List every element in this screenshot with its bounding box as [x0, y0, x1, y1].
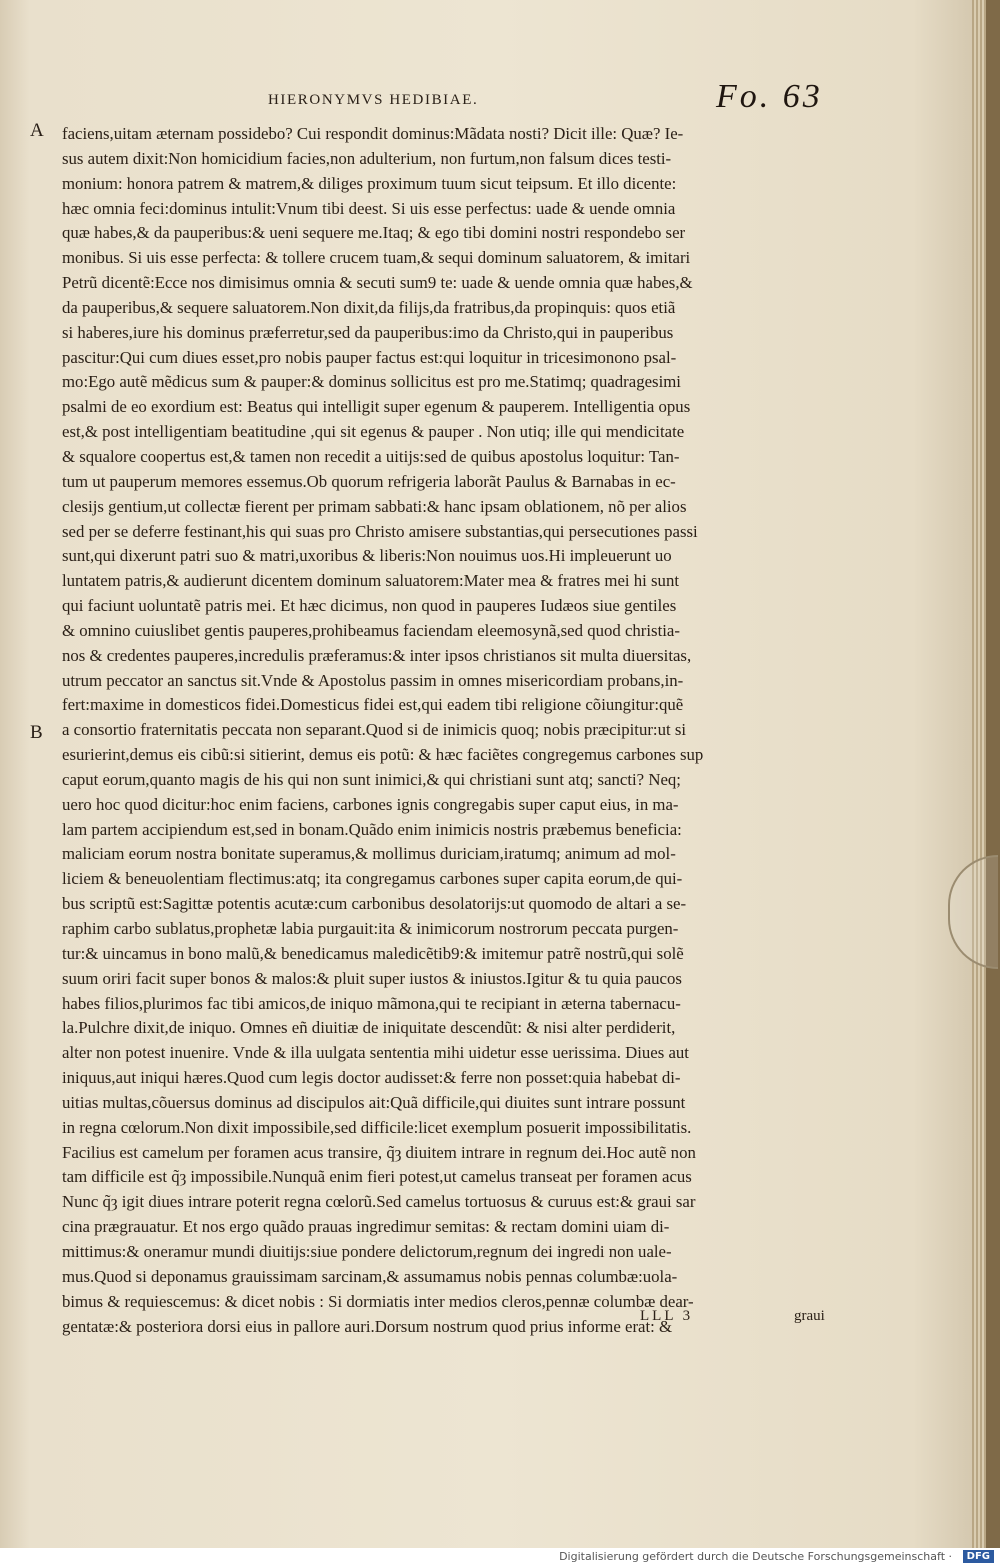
text-line: in regna cœlorum.Non dixit impossibile,sed difficile:licet exemplum posuerit impossibilitatis. [62, 1117, 692, 1137]
text-line: monium: honora patrem & matrem,& diliges proximum tuum sicut teipsum. Et illo dicente: [62, 173, 677, 193]
text-line: bus scriptũ est:Sagittæ potentis acutæ:cum carbonibus desolatorijs:ut quomodo de altari a se- [62, 894, 687, 914]
text-line: Petrũ dicentẽ:Ecce nos dimisimus omnia & secuti sum9 te: uade & uende omnia quæ habes,& [62, 273, 693, 293]
margin-letter-b: B [30, 722, 43, 743]
text-line: esurierint,demus eis cibũ:si sitierint, demus eis potũ: & hæc faciẽtes congregemus carbones sup [62, 745, 704, 765]
text-line: & squalore coopertus est,& tamen non recedit a uitijs:sed de quibus apostolus loquitur: Tan- [62, 446, 680, 466]
text-line: tam difficile est q̃ȝ impossibile.Nunquã enim fieri potest,ut camelus transeat per foramen acus [62, 1167, 692, 1187]
text-line: liciem & beneuolentiam flectimus:atq; ita congregamus carbones super capita eorum,de qui- [62, 869, 683, 889]
footer-text: Digitalisierung gefördert durch die Deutsche Forschungsgemeinschaft · [559, 1550, 952, 1563]
text-line: psalmi de eo exordium est: Beatus qui intelligit super egenum & pauperem. Intelligentia opus [62, 397, 691, 417]
text-line: faciens,uitam æternam possidebo? Cui respondit dominus:Mãdata nosti? Dicit ille: Quæ? Ie- [62, 124, 684, 143]
text-line: raphim carbo sublatus,prophetæ labia purgauit:ita & inimicorum nostrorum peccata purgen- [62, 919, 679, 938]
text-line: Nunc q̃ȝ igit diues intrare poterit regna cœlorũ.Sed camelus tortuosus & curuus est:& graui sar [62, 1192, 696, 1212]
running-head: HIERONYMVS HEDIBIAE. [268, 92, 479, 108]
folio-number: Fo. 63 [716, 78, 823, 115]
text-line: hæc omnia feci:dominus intulit:Vnum tibi deest. Si uis esse perfectus: uade & uende omnia [62, 198, 676, 218]
text-line: bimus & requiescemus: & dicet nobis : Si dormiatis inter medios cleros,pennæ columbæ dear- [62, 1291, 694, 1311]
text-line: gentatæ:& posteriora dorsi eius in pallore auri.Dorsum nostrum quod prius informe erat: & [62, 1316, 673, 1336]
text-block [62, 122, 842, 1339]
page-header [0, 78, 992, 122]
text-line: uitias multas,cõuersus dominus ad discipulos ait:Quã difficile,qui diuites sunt intrare possunt [62, 1092, 686, 1112]
text-line: Facilius est camelum per foramen acus transire, q̃ȝ diuitem intrare in regnum dei.Hoc autẽ non [62, 1142, 696, 1162]
text-line: pascitur:Qui cum diues esset,pro nobis pauper factus est:qui loquitur in tricesimonono psal- [62, 347, 677, 367]
text-line: da pauperibus,& sequere saluatorem.Non dixit,da filijs,da fratribus,da propinquis: quos etiã [62, 297, 676, 317]
text-line: fert:maxime in domesticos fidei.Domesticus fidei est,qui eadem tibi religione cõiungitur:quẽ [62, 695, 684, 715]
text-line: si haberes,iure his dominus præferretur,sed da pauperibus:imo da Christo,qui in pauperibus [62, 322, 674, 342]
dfg-logo: DFG [963, 1550, 994, 1563]
text-line: cina prægrauatur. Et nos ergo quãdo prauas ingredimur semitas: & rectam domini uiam di- [62, 1217, 670, 1237]
text-line: mus.Quod si deponamus grauissimam sarcinam,& assumamus nobis pennas columbæ:uola- [62, 1266, 678, 1286]
text-line: luntatem patris,& audierunt dicentem dominum saluatorem:Mater mea & fratres mei hi sunt [62, 571, 680, 591]
text-line: uero hoc quod dicitur:hoc enim faciens, carbones ignis congregabis super caput eius, in ma- [62, 794, 679, 814]
text-line: lam partem accipiendum est,sed in bonam.Quãdo enim inimicis nostris præbemus beneficia: [62, 819, 682, 839]
text-line: iniquus,aut iniqui hæres.Quod cum legis doctor audisset:& ferre non posset:quia habebat di- [62, 1068, 681, 1088]
text-line: utrum peccator an sanctus sit.Vnde & Apostolus passim in omnes misericordiam probans,in- [62, 670, 684, 690]
text-line: caput eorum,quanto magis de his qui non sunt inimici,& qui christiani sunt atq; sancti? Neq; [62, 769, 681, 789]
text-line: mittimus:& oneramur mundi diuitijs:siue pondere delictorum,regnum dei ingredi non uale- [62, 1241, 672, 1261]
margin-letter-a: A [30, 120, 44, 141]
signature-mark: LLL 3 [640, 1308, 694, 1324]
text-line: maliciam eorum nostra bonitate superamus,& mollimus duriciam,iratumq; animum ad mol- [62, 844, 676, 864]
text-line: sed per se deferre festinant,his qui suas pro Christo amisere substantias,qui persecutiones passi [62, 521, 698, 541]
text-line: qui faciunt uoluntatẽ patris mei. Et hæc dicimus, non quod in pauperes Iudæos siue gentiles [62, 596, 677, 616]
text-line: alter non potest inuenire. Vnde & illa uulgata sententia mihi uidetur esse uerissima. Diues aut [62, 1043, 689, 1063]
text-line: suum oriri facit super bonos & malos:& pluit super iustos & iniustos.Igitur & tu quia paucos [62, 968, 682, 988]
text-line: sus autem dixit:Non homicidium facies,non adulterium, non furtum,non falsum dices testi- [62, 148, 672, 168]
text-line: clesijs gentium,ut collectæ fierent per primam sabbati:& hanc ipsam oblationem, nõ per alios [62, 496, 687, 516]
text-line: tum ut pauperum memores essemus.Ob quorum refrigeria laborãt Paulus & Barnabas in ec- [62, 471, 676, 491]
text-line: & omnino cuiuslibet gentis pauperes,prohibeamus faciendam eleemosynã,sed quod christia- [62, 620, 680, 640]
text-line: est,& post intelligentiam beatitudine ,qui sit egenus & pauper . Non utiq; ille qui mendicitate [62, 422, 685, 442]
book-cover-edge [986, 0, 1000, 1548]
text-line: nos & credentes pauperes,incredulis præferamus:& inter ipsos christianos sit multa diuersitas, [62, 645, 692, 665]
catchword: graui [794, 1308, 825, 1324]
text-line: tur:& uincamus in bono malũ,& benedicamus maledicẽtib9:& imitemur patrẽ nostrũ,qui solẽ [62, 943, 684, 963]
text-line: quæ habes,& da pauperibus:& ueni sequere me.Itaq; & ego tibi domini nostri respondebo ser [62, 223, 686, 243]
text-line: monibus. Si uis esse perfecta: & tollere crucem tuam,& sequi dominum saluatorem, & imitari [62, 248, 691, 268]
text-line: la.Pulchre dixit,de iniquo. Omnes eñ diuitiæ de iniquitate descendũt: & nisi alter perdiderit, [62, 1018, 676, 1038]
footer-bar [0, 1548, 1000, 1567]
text-line: mo:Ego autẽ mẽdicus sum & pauper:& dominus sollicitus est pro me.Statimq; quadragesimi [62, 372, 681, 392]
text-line: sunt,qui dixerunt patri suo & matri,uxoribus & liberis:Non nouimus uos.Hi impleuerunt uo [62, 546, 672, 566]
text-line: a consortio fraternitatis peccata non separant.Quod si de inimicis quoq; nobis præcipitur:ut si [62, 720, 687, 740]
text-line: habes filios,plurimos fac tibi amicos,de iniquo mãmona,qui te recipiant in æterna tabernacu- [62, 993, 681, 1013]
